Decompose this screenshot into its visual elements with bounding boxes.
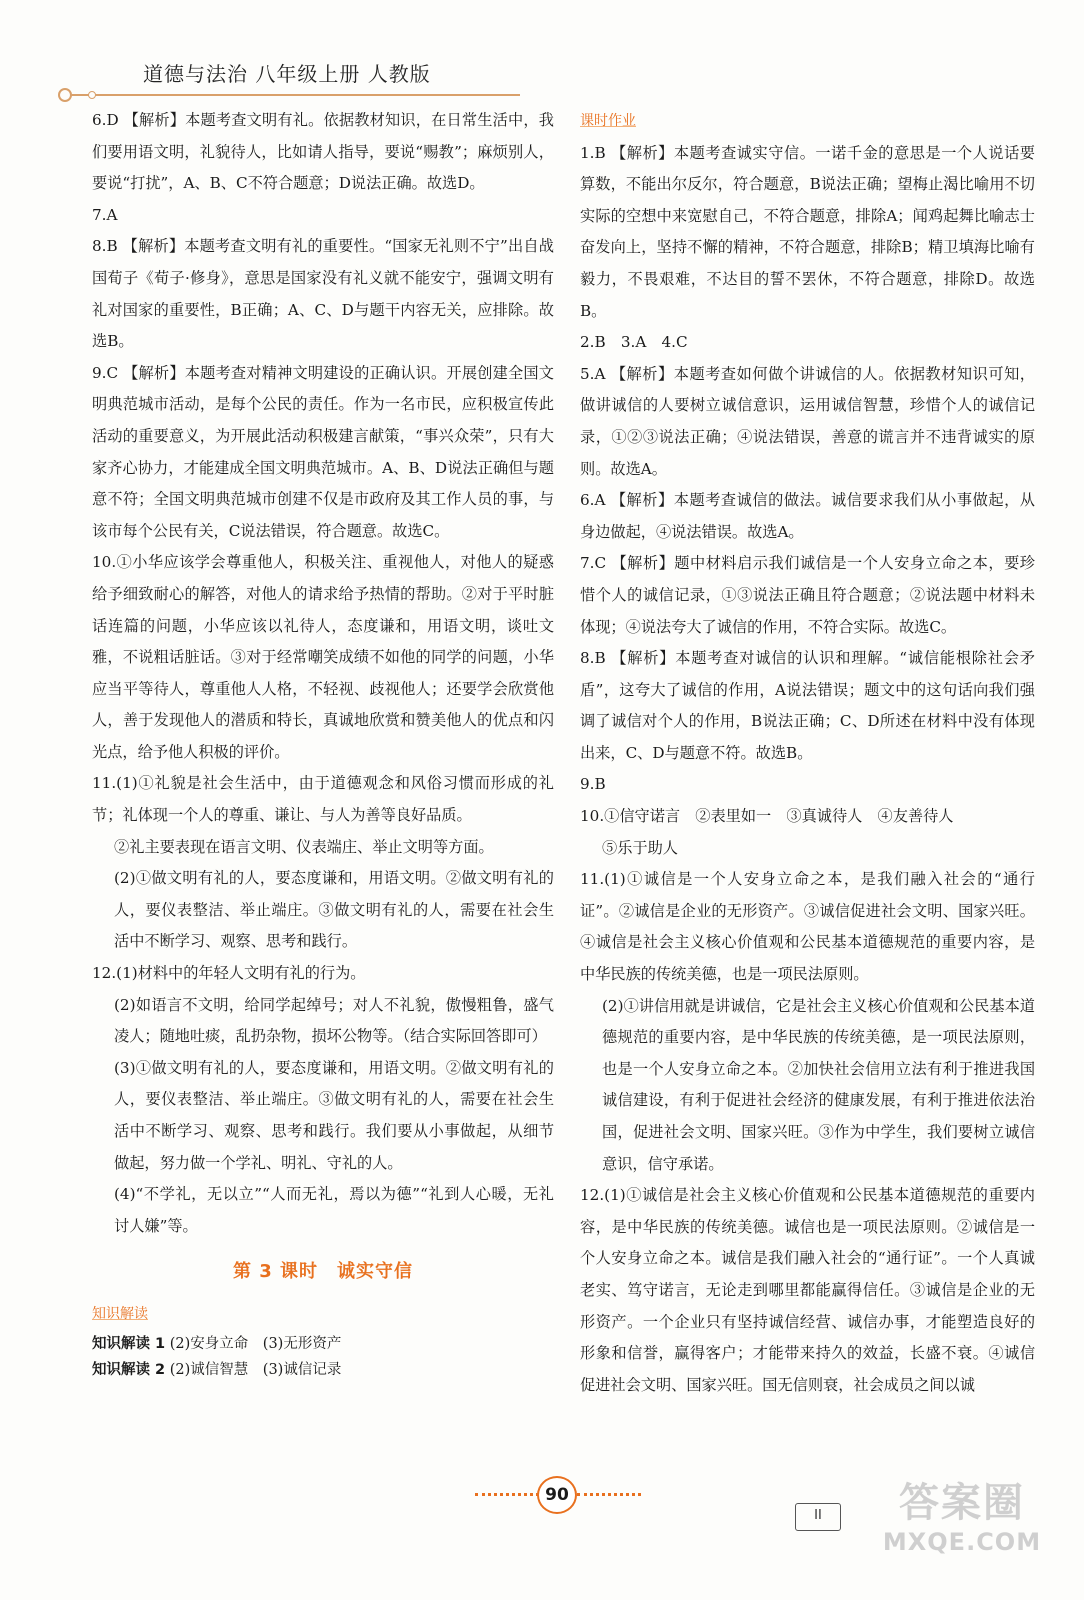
watermark-main: 答案圈: [899, 1480, 1025, 1526]
answer-item: 12.(1)①诚信是社会主义核心价值观和公民基本道德规范的重要内容，是中华民族的传统美德。诚信也是一项民法原则。②诚信是一个人安身立命之本。诚信是我们融入社会的“通行证”。一个人真诚老实、笃守诺言，无论走到哪里都能赢得信任。③诚信是企业的无形资产。一个企业只有坚持诚信经营、诚信办事，才能塑造良好的形象和信誉，赢得客户；才能带来持久的效益，长盛不衰。④诚信促进社会文明、国家兴旺。国无信则衰，社会成员之间以诚: [580, 1186, 1035, 1394]
answer-item: 6.A 【解析】本题考查诚信的做法。诚信要求我们从小事做起，从身边做起，④说法错误。故选A。: [580, 491, 1035, 541]
answer-item: 10.①信守诺言 ②表里如一 ③真诚待人 ④友善待人: [580, 807, 954, 826]
answer-subitem: (4)“不学礼，无以立”“人而无礼，焉以为德”“礼到人心暖，无礼讨人嫌”等。: [114, 1185, 554, 1235]
left-column: [92, 105, 554, 1383]
answer-item: 11.(1)①诚信是一个人安身立命之本，是我们融入社会的“通行证”。②诚信是企业的无形资产。③诚信促进社会文明、国家兴旺。④诚信是社会主义核心价值观和公民基本道德规范的重要内容，是中华民族的传统美德，也是一项民法原则。: [580, 870, 1035, 984]
answer-item: 12.(1)材料中的年轻人文明有礼的行为。: [92, 964, 366, 983]
watermark-sub: MXQE.COM: [882, 1528, 1042, 1556]
header-decor-circle-icon: [58, 88, 72, 102]
answer-item: 9.B: [580, 775, 606, 794]
answer-item: 2.B 3.A 4.C: [580, 333, 688, 352]
page-number: 90: [537, 1476, 577, 1514]
knowledge-row-text: (2)诚信智慧 (3)诚信记录: [169, 1361, 342, 1378]
knowledge-row: [92, 1357, 554, 1383]
answer-subitem: (2)如语言不文明，给同学起绰号；对人不礼貌，傲慢粗鲁，盛气凌人；随地吐痰，乱扔杂物，损坏公物等。（结合实际回答即可）: [114, 995, 554, 1046]
answer-item: 1.B 【解析】本题考查诚实守信。一诺千金的意思是一个人说话要算数，不能出尔反尔，符合题意，B说法正确；望梅止渴比喻用不切实际的空想中来宽慰自己，不符合题意，排除A；闻鸡起舞比喻志士奋发向上，坚持不懈的精神，不符合题意，排除B；精卫填海比喻有毅力，不畏艰难，不达目的誓不罢休，不符合题意，排除D。故选B。: [580, 143, 1035, 320]
section-heading: 第 3 课时 诚实守信: [232, 1261, 414, 1283]
knowledge-label: 知识解读: [92, 1305, 148, 1322]
answer-item: 11.(1)①礼貌是社会生活中，由于道德观念和风俗习惯而形成的礼节；礼体现一个人的尊重、谦让、与人为善等良好品质。: [92, 774, 554, 825]
answer-item: 6.D 【解析】本题考查文明有礼。依据教材知识，在日常生活中，我们要用语文明，礼貌待人，比如请人指导，要说“赐教”；麻烦别人，要说“打扰”，A、B、C不符合题意；D说法正确。故选D。: [92, 111, 554, 193]
knowledge-row-label: 知识解读 2: [92, 1361, 166, 1378]
answer-subitem: ⑤乐于助人: [602, 838, 678, 857]
page-number-dots-left: [475, 1493, 539, 1496]
video-icon: II: [795, 1503, 841, 1531]
watermark-logo: [872, 1478, 1052, 1578]
page-number-dots-right: [577, 1493, 641, 1496]
answer-item: 5.A 【解析】本题考查如何做个讲诚信的人。依据教材知识可知，做讲诚信的人要树立诚信意识，运用诚信智慧，珍惜个人的诚信记录，①②③说法正确；④说法错误，善意的谎言并不违背诚实的原则。故选A。: [580, 364, 1035, 478]
answer-subitem: (2)①做文明有礼的人，要态度谦和，用语文明。②做文明有礼的人，要仪表整洁、举止端庄。③做文明有礼的人，需要在社会生活中不断学习、观察、思考和践行。: [114, 869, 554, 951]
answer-item: 7.C 【解析】题中材料启示我们诚信是一个人安身立命之本，要珍惜个人的诚信记录，①③说法正确且符合题意；②说法题中材料未体现；④说法夸大了诚信的作用，不符合实际。故选C。: [580, 554, 1035, 636]
homework-label: 课时作业: [580, 113, 636, 129]
knowledge-row-text: (2)安身立命 (3)无形资产: [169, 1335, 342, 1352]
answer-subitem: ②礼主要表现在语言文明、仪表端庄、举止文明等方面。: [114, 837, 494, 856]
page-number-area: [475, 1476, 655, 1512]
header-decor-dot-icon: [88, 91, 96, 99]
page-header-title: 道德与法治 八年级上册 人教版: [143, 62, 431, 86]
answer-item: 10.①小华应该学会尊重他人，积极关注、重视他人，对他人的疑惑给予细致耐心的解答，对他人的请求给予热情的帮助。②对于平时脏话连篇的问题，小华应该以礼待人，态度谦和，用语文明，谈吐文雅，不说粗话脏话。③对于经常嘲笑成绩不如他的同学的问题，小华应当平等待人，尊重他人人格，不轻视、歧视他人；还要学会欣赏他人，善于发现他人的潜质和特长，真诚地欣赏和赞美他人的优点和闪光点，给予他人积极的评价。: [92, 553, 554, 761]
answer-item: 7.A: [92, 205, 118, 224]
answer-item: 8.B 【解析】本题考查文明有礼的重要性。“国家无礼则不宁”出自战国荀子《荀子·修身》，意思是国家没有礼义就不能安宁，强调文明有礼对国家的重要性，B正确；A、C、D与题干内容无关，应排除。故选B。: [92, 237, 554, 351]
answer-item: 8.B 【解析】本题考查对诚信的认识和理解。“诚信能根除社会矛盾”，这夸大了诚信的作用，A说法错误；题文中的这句话向我们强调了诚信对个人的作用，B说法正确；C、D所述在材料中没有体现出来，C、D与题意不符。故选B。: [580, 649, 1035, 762]
knowledge-row: [92, 1331, 554, 1357]
knowledge-row-label: 知识解读 1: [92, 1335, 166, 1352]
answer-subitem: (3)①做文明有礼的人，要态度谦和，用语文明。②做文明有礼的人，要仪表整洁、举止端庄。③做文明有礼的人，需要在社会生活中不断学习、观察、思考和践行。我们要从小事做起，从细节做起，努力做一个学礼、明礼、守礼的人。: [114, 1058, 554, 1172]
answer-item: 9.C 【解析】本题考查对精神文明建设的正确认识。开展创建全国文明典范城市活动，是每个公民的责任。作为一名市民，应积极宣传此活动的重要意义，为开展此活动积极建言献策，“事兴众荣”，只有大家齐心协力，才能建成全国文明典范城市。A、B、D说法正确但与题意不符；全国文明典范城市创建不仅是市政府及其工作人员的事，与该市每个公民有关，C说法错误，符合题意。故选C。: [92, 363, 554, 540]
right-column: [580, 105, 1035, 1401]
answer-subitem: (2)①讲信用就是讲诚信，它是社会主义核心价值观和公民基本道德规范的重要内容，是中华民族的传统美德，是一项民法原则，也是一个人安身立命之本。②加快社会信用立法有利于推进我国诚信建设，有利于促进社会经济的健康发展，有利于推进依法治国，促进社会文明、国家兴旺。③作为中学生，我们要树立诚信意识，信守承诺。: [602, 996, 1035, 1173]
header-divider: [70, 94, 520, 96]
